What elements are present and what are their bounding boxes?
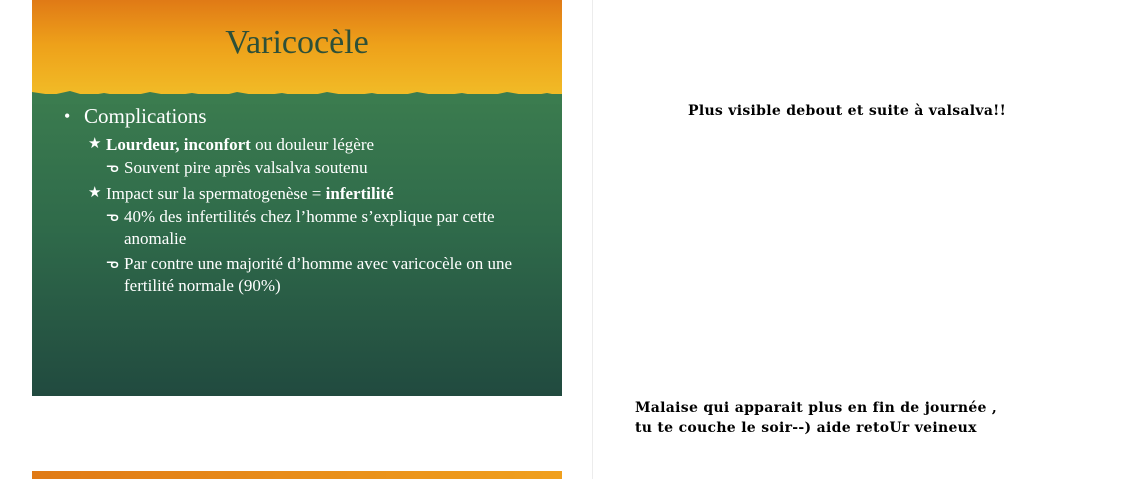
bullet-dot-icon: • bbox=[64, 106, 71, 126]
list-subitem-valsalva bbox=[106, 157, 534, 179]
list-item-complications bbox=[64, 103, 534, 129]
note-line: Malaise qui apparait plus en fin de journée , bbox=[635, 400, 998, 416]
list-item-lourdeur bbox=[86, 133, 534, 156]
list-item-label: ou douleur légère bbox=[250, 135, 375, 154]
slide-content bbox=[64, 103, 534, 300]
next-slide-edge bbox=[32, 471, 562, 479]
curl-bullet-icon: ᓀ bbox=[106, 256, 119, 272]
slide bbox=[32, 0, 562, 396]
list-item-label: 40% des infertilités chez l’homme s’explique par cette anomalie bbox=[124, 207, 495, 248]
list-subitem-40-percent bbox=[106, 206, 534, 250]
slide-title: Varicocèle bbox=[225, 24, 369, 61]
list-item-bold: infertilité bbox=[325, 184, 394, 203]
panel-divider bbox=[592, 0, 593, 479]
star-bullet-icon: ★ bbox=[88, 136, 102, 152]
speaker-note-1: Plus visible debout et suite à valsalva!! bbox=[688, 103, 1007, 119]
torn-edge-decoration bbox=[32, 84, 562, 104]
list-item-impact bbox=[86, 182, 534, 205]
list-item-label: Souvent pire après valsalva soutenu bbox=[124, 158, 368, 177]
star-bullet-icon: ★ bbox=[88, 185, 102, 201]
list-item-bold: Lourdeur, inconfort bbox=[106, 135, 251, 154]
note-line: tu te couche le soir--) aide retoUr veineux bbox=[635, 420, 977, 436]
list-item-label: Complications bbox=[84, 104, 207, 128]
list-item-label: Par contre une majorité d’homme avec varicocèle on une fertilité normale (90%) bbox=[124, 254, 512, 295]
list-item-label: Impact sur la spermatogenèse = bbox=[106, 184, 326, 203]
list-subitem-majorite bbox=[106, 253, 534, 297]
curl-bullet-icon: ᓀ bbox=[106, 209, 119, 225]
speaker-note-2 bbox=[635, 398, 997, 438]
curl-bullet-icon: ᓀ bbox=[106, 160, 119, 176]
